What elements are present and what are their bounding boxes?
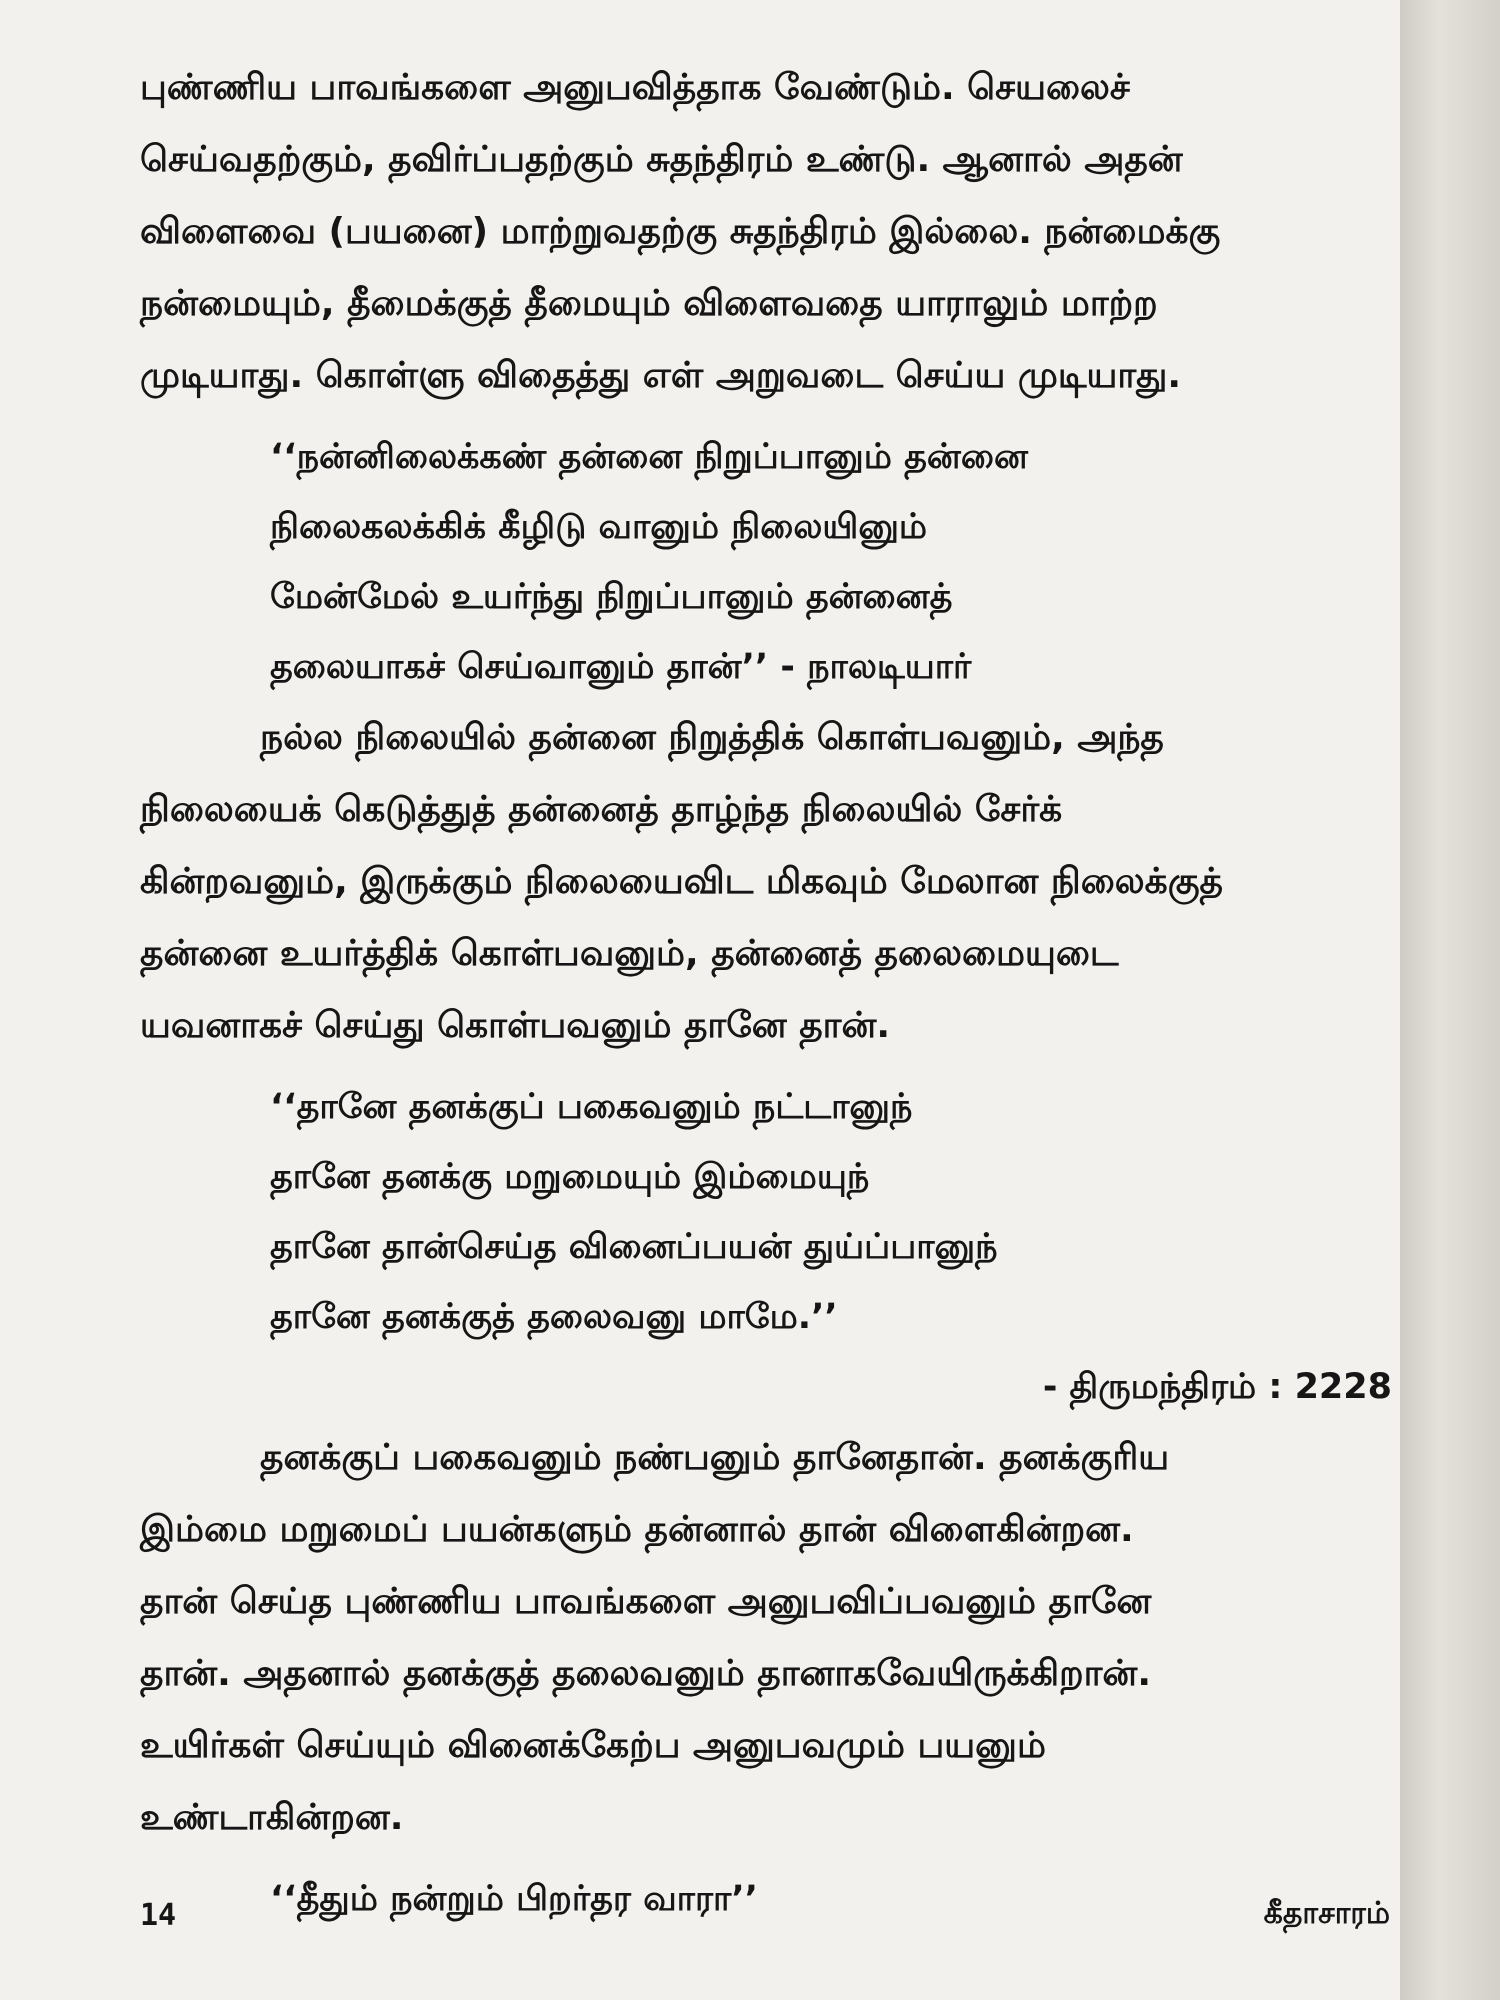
page-edge	[1400, 0, 1500, 2000]
text-line: செய்வதற்கும், தவிர்ப்பதற்கும் சுதந்திரம் உண்டு. ஆனால் அதன்	[140, 139, 1183, 180]
verse-line: தானே தனக்கு மறுமையும் இம்மையுந்	[270, 1157, 870, 1197]
paragraph-1	[140, 52, 1400, 412]
page-number: 14	[140, 1898, 177, 1933]
text-line: விளைவை (பயனை) மாற்றுவதற்கு சுதந்திரம் இல்லை. நன்மைக்கு	[140, 211, 1221, 252]
page-footer	[140, 1896, 1390, 1935]
text-line: தனக்குப் பகைவனும் நண்பனும் தானேதான். தனக்குரிய	[260, 1437, 1170, 1478]
verse-last-line	[270, 632, 1400, 702]
page-content	[140, 52, 1400, 1934]
text-line: புண்ணிய பாவங்களை அனுபவித்தாக வேண்டும். செயலைச்	[140, 67, 1130, 108]
text-line: நிலையைக் கெடுத்துத் தன்னைத் தாழ்ந்த நிலையில் சேர்க்	[140, 789, 1063, 830]
verse-line: தலையாகச் செய்வானும் தான்’’	[270, 647, 769, 687]
running-title: கீதாசாரம்	[1263, 1896, 1390, 1931]
verse-line: தானே தான்செய்த வினைப்பயன் துய்ப்பானுந்	[270, 1227, 998, 1267]
verse-line: ‘‘தானே தனக்குப் பகைவனும் நட்டானுந்	[270, 1087, 913, 1127]
verse-line: மேன்மேல் உயர்ந்து நிறுப்பானும் தன்னைத்	[270, 577, 953, 617]
text-line: தான். அதனால் தனக்குத் தலைவனும் தானாகவேயிருக்கிறான்.	[140, 1653, 1151, 1694]
paragraph-3	[140, 1422, 1400, 1854]
paragraph-2	[140, 702, 1400, 1062]
text-line: யவனாகச் செய்து கொள்பவனும் தானே தான்.	[140, 1005, 891, 1046]
verse-thirumanthiram	[140, 1072, 1400, 1352]
verse-line: ‘‘தீதும் நன்றும் பிறர்தர வாரா’’	[270, 1879, 758, 1919]
verse-line: நிலைகலக்கிக் கீழிடு வானும் நிலையினும்	[270, 507, 928, 547]
text-line: நன்மையும், தீமைக்குத் தீமையும் விளைவதை யாராலும் மாற்ற	[140, 283, 1158, 324]
text-line: தான் செய்த புண்ணிய பாவங்களை அனுபவிப்பவனும் தானே	[140, 1581, 1152, 1622]
verse-line: தானே தனக்குத் தலைவனு மாமே.’’	[270, 1297, 838, 1337]
text-line: நல்ல நிலையில் தன்னை நிறுத்திக் கொள்பவனும், அந்த	[260, 717, 1164, 758]
text-line: இம்மை மறுமைப் பயன்களும் தன்னால் தான் விளைகின்றன.	[140, 1509, 1134, 1550]
verse-source: - நாலடியார்	[780, 647, 972, 687]
verse-naladiyar	[140, 422, 1400, 702]
text-line: உண்டாகின்றன.	[140, 1797, 404, 1838]
text-line: தன்னை உயர்த்திக் கொள்பவனும், தன்னைத் தலைமையுடை	[140, 933, 1119, 974]
verse-source: - திருமந்திரம் : 2228	[1042, 1367, 1392, 1407]
text-line: உயிர்கள் செய்யும் வினைக்கேற்ப அனுபவமும் பயனும்	[140, 1725, 1046, 1766]
text-line: கின்றவனும், இருக்கும் நிலையைவிட மிகவும் மேலான நிலைக்குத்	[140, 861, 1223, 902]
verse-line: ‘‘நன்னிலைக்கண் தன்னை நிறுப்பானும் தன்னை	[270, 437, 1028, 477]
text-line: முடியாது. கொள்ளு விதைத்து எள் அறுவடை செய்ய முடியாது.	[140, 355, 1182, 396]
